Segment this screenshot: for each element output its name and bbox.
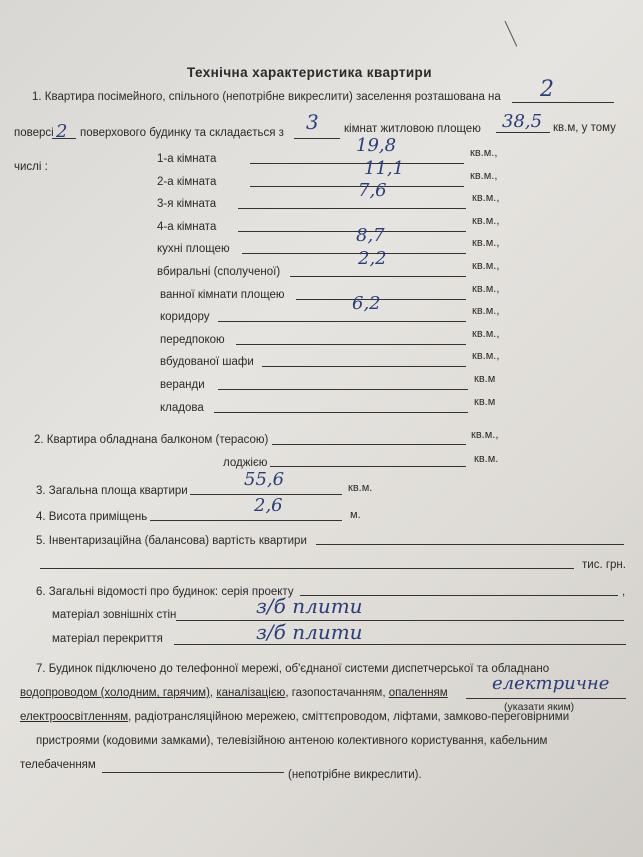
floor-line [512,102,614,103]
section-6-label: 6. Загальні відомості про будинок: серія проекту [36,586,294,598]
section-7-line2: водопроводом (холодним, гарячим), каналізацією, газопостачанням, опаленням [20,687,448,699]
area-row-label: передпокою [160,334,225,346]
line3-rest: , радіотрансляційною мережею, сміттєпроводом, ліфтами, замково-переговірними [128,711,570,723]
floors-total-value: 2 [56,121,68,142]
section-7-line1: 7. Будинок підключено до телефонної мережі, об'єднаної системи диспетчерської та обладнано [36,663,550,675]
area-row-line [236,344,466,345]
area-row-label: вбудованої шафи [160,356,254,368]
value-line-1 [316,544,624,545]
area-row-unit: кв.м., [472,350,500,362]
lodgia-unit: кв.м. [474,453,499,465]
heating-hint: (указати яким) [504,701,575,713]
section-2-label: 2. Квартира обладнана балконом (терасою) [34,434,269,446]
area-row-unit: кв.м., [472,260,500,272]
gas-text: , газопостачанням, [285,687,386,699]
document-title: Технічна характеристика квартири [187,65,432,80]
area-row-label: 1-а кімната [157,153,217,165]
area-row-label: 4-а кімната [157,221,217,233]
area-row-line [296,299,466,300]
total-area-value: 55,6 [244,469,285,490]
value-line-2 [40,568,574,569]
chysli-label: числі : [14,161,48,173]
lodgia-label: лоджією [223,457,268,469]
heating-text: опаленням [388,687,448,699]
area-row-value: 19,8 [356,135,397,156]
height-unit: м. [350,509,361,521]
area-row-label: 3-я кімната [157,198,217,210]
walls-line [176,620,624,621]
ceiling-label: матеріал перекриття [52,633,163,645]
area-row-line [238,231,466,232]
area-row-label: 2-а кімната [157,176,217,188]
project-comma: , [622,586,626,598]
lodgia-line [270,466,466,467]
poverse-label: поверсі [14,127,54,139]
section-3-label: 3. Загальна площа квартири [36,485,188,497]
heating-value: електричне [492,673,610,694]
area-row-unit: кв.м., [472,328,500,340]
tele-line [102,772,284,773]
balcony-line [272,444,466,445]
area-row-label: коридору [160,311,210,323]
kvm-u-tomu: кв.м, у тому [553,122,616,134]
area-row-line [242,253,466,254]
walls-value: з/б плити [256,594,363,618]
section-4-label: 4. Висота приміщень [36,511,148,523]
area-row-label: кухні площею [157,243,230,255]
section-1-line1: 1. Квартира посімейного, спільного (непотрібне викреслити) заселення розташована на [32,91,501,103]
area-row-unit: кв.м., [470,170,498,182]
section-7-line3 [20,710,569,724]
sewage-text: каналізацією [216,687,286,699]
area-row-label: веранди [160,379,205,391]
area-row-unit: кв.м [474,396,496,408]
area-row-value: 7,6 [358,180,387,201]
area-row-line [218,321,466,322]
rooms-count-value: 3 [306,110,319,134]
area-row-line [218,389,468,390]
building-text: поверхового будинку та складається з [80,127,284,139]
value-unit: тис. грн. [582,559,626,571]
area-row-line [250,186,464,187]
area-row-line [262,366,466,367]
total-area-unit: кв.м. [348,482,373,494]
floor-value: 2 [540,77,554,102]
area-row-unit: кв.м., [472,215,500,227]
living-area-line [496,132,550,133]
rooms-count-line [294,138,340,139]
area-row-unit: кв.м [474,373,496,385]
electric-light-text: електроосвітленням [20,711,129,723]
heating-line [466,698,626,699]
area-row-line [250,163,464,164]
section-5-label: 5. Інвентаризаційна (балансова) вартість квартири [36,535,307,547]
area-row-line [290,276,466,277]
height-line [150,520,342,521]
area-row-unit: кв.м., [470,147,498,159]
ceiling-line [174,644,626,645]
area-row-label: кладова [160,402,204,414]
area-row-value: 2,2 [358,248,387,269]
pen-mark [505,17,525,46]
tele-label: телебаченням [20,759,96,771]
living-area-value: 38,5 [502,111,543,132]
area-row-unit: кв.м., [472,192,500,204]
area-row-value: 11,1 [364,158,405,179]
area-row-label: вбиральні (сполученої) [157,266,281,278]
area-row-unit: кв.м., [472,283,500,295]
section-7-line4: пристроями (кодовими замками), телевізійною антеною колективного користування, кабельним [36,735,548,747]
ceiling-value: з/б плити [256,620,363,644]
area-row-line [238,208,466,209]
area-row-label: ванної кімнати площею [160,289,285,301]
living-text: кімнат житловою площею [344,123,481,135]
area-row-line [214,412,468,413]
area-row-unit: кв.м., [472,237,500,249]
balcony-unit: кв.м., [471,429,499,441]
water-supply-text: водопроводом (холодним, гарячим) [20,687,210,699]
area-row-value: 8,7 [356,225,385,246]
area-row-value: 6,2 [352,293,381,314]
nepotribne-text: (непотрібне викреслити). [288,769,422,781]
walls-label: матеріал зовнішніх стін [52,609,177,621]
height-value: 2,6 [254,495,283,516]
area-row-unit: кв.м., [472,305,500,317]
